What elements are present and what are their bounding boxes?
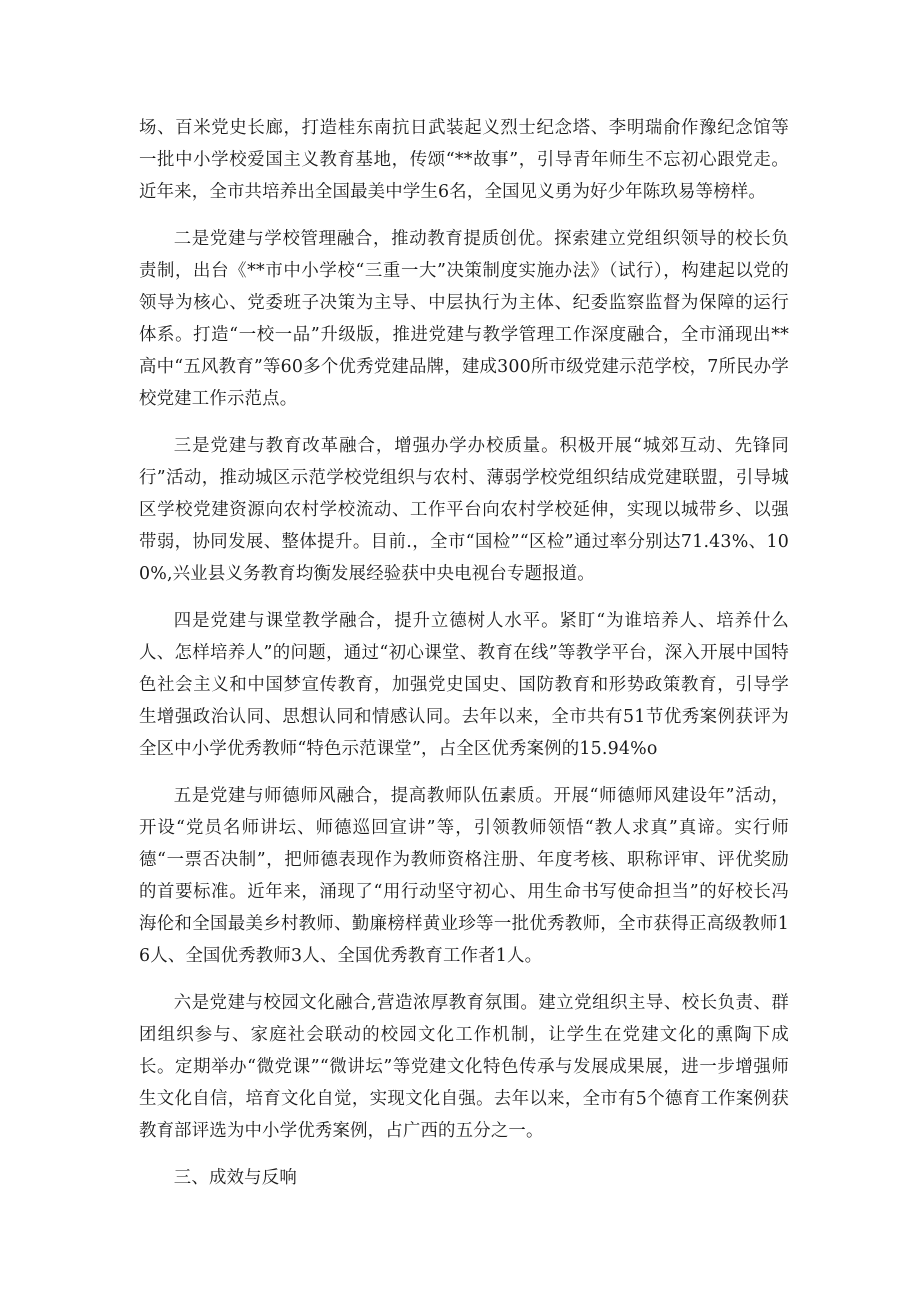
document-body xyxy=(139,112,789,1194)
paragraph-teacher-ethics-integration: 五是党建与师德师风融合，提高教师队伍素质。开展“师德师风建设年”活动，开设“党员名师讲坛、师德巡回宣讲”等，引领教师领悟“教人求真”真谛。实行师德“一票否决制”，把师德表现作为教师资格注册、年度考核、职称评审、评优奖励的首要标准。近年来，涌现了“用行动坚守初心、用生命书写使命担当”的好校长冯海伦和全国最美乡村教师、勤廉榜样黄业珍等一批优秀教师，全市获得正高级教师16人、全国优秀教师3人、全国优秀教育工作者1人。 xyxy=(139,786,789,966)
paragraph-classroom-integration: 四是党建与课堂教学融合，提升立德树人水平。紧盯“为谁培养人、培养什么人、怎样培养人”的问题，通过“初心课堂、教育在线”等教学平台，深入开展中国特色社会主义和中国梦宣传教育，加强党史国史、国防教育和形势政策教育，引导学生增强政治认同、思想认同和情感认同。去年以来，全市共有51节优秀案例获评为全区中小学优秀教师“特色示范课堂”，占全区优秀案例的15.94%o xyxy=(139,611,789,759)
paragraph-reform-integration: 三是党建与教育改革融合，增强办学办校质量。积极开展“城郊互动、先锋同行”活动，推动城区示范学校党组织与农村、薄弱学校党组织结成党建联盟，引导城区学校党建资源向农村学校流动、工作平台向农村学校延伸，实现以城带乡、以强带弱，协同发展、整体提升。目前.，全市“国检”“区检”通过率分别达71.43%、100%,兴业县义务教育均衡发展经验获中央电视台专题报道。 xyxy=(139,436,789,584)
paragraph-continuation: 场、百米党史长廊，打造桂东南抗日武装起义烈士纪念塔、李明瑞俞作豫纪念馆等一批中小学校爱国主义教育基地，传颂“**故事”，引导青年师生不忘初心跟党走。近年来，全市共培养出全国最美中学生6名，全国见义勇为好少年陈玖易等榜样。 xyxy=(139,118,789,202)
section-heading: 三、成效与反响 xyxy=(173,1168,297,1188)
paragraph-management-integration: 二是党建与学校管理融合，推动教育提质创优。探索建立党组织领导的校长负责制，出台《**市中小学校“三重一大”决策制度实施办法》（试行），构建起以党的领导为核心、党委班子决策为主导、中层执行为主体、纪委监察监督为保障的运行体系。打造“一校一品”升级版，推进党建与教学管理工作深度融合，全市涌现出**高中“五风教育”等60多个优秀党建品牌，建成300所市级党建示范学校，7所民办学校党建工作示范点。 xyxy=(139,229,789,409)
paragraph-campus-culture-integration: 六是党建与校园文化融合,营造浓厚教育氛围。建立党组织主导、校长负责、群团组织参与、家庭社会联动的校园文化工作机制，让学生在党建文化的熏陶下成长。定期举办“微党课”“微讲坛”等党建文化特色传承与发展成果展，进一步增强师生文化自信，培育文化自觉，实现文化自强。去年以来，全市有5个德育工作案例获教育部评选为中小学优秀案例，占广西的五分之一。 xyxy=(139,993,789,1141)
